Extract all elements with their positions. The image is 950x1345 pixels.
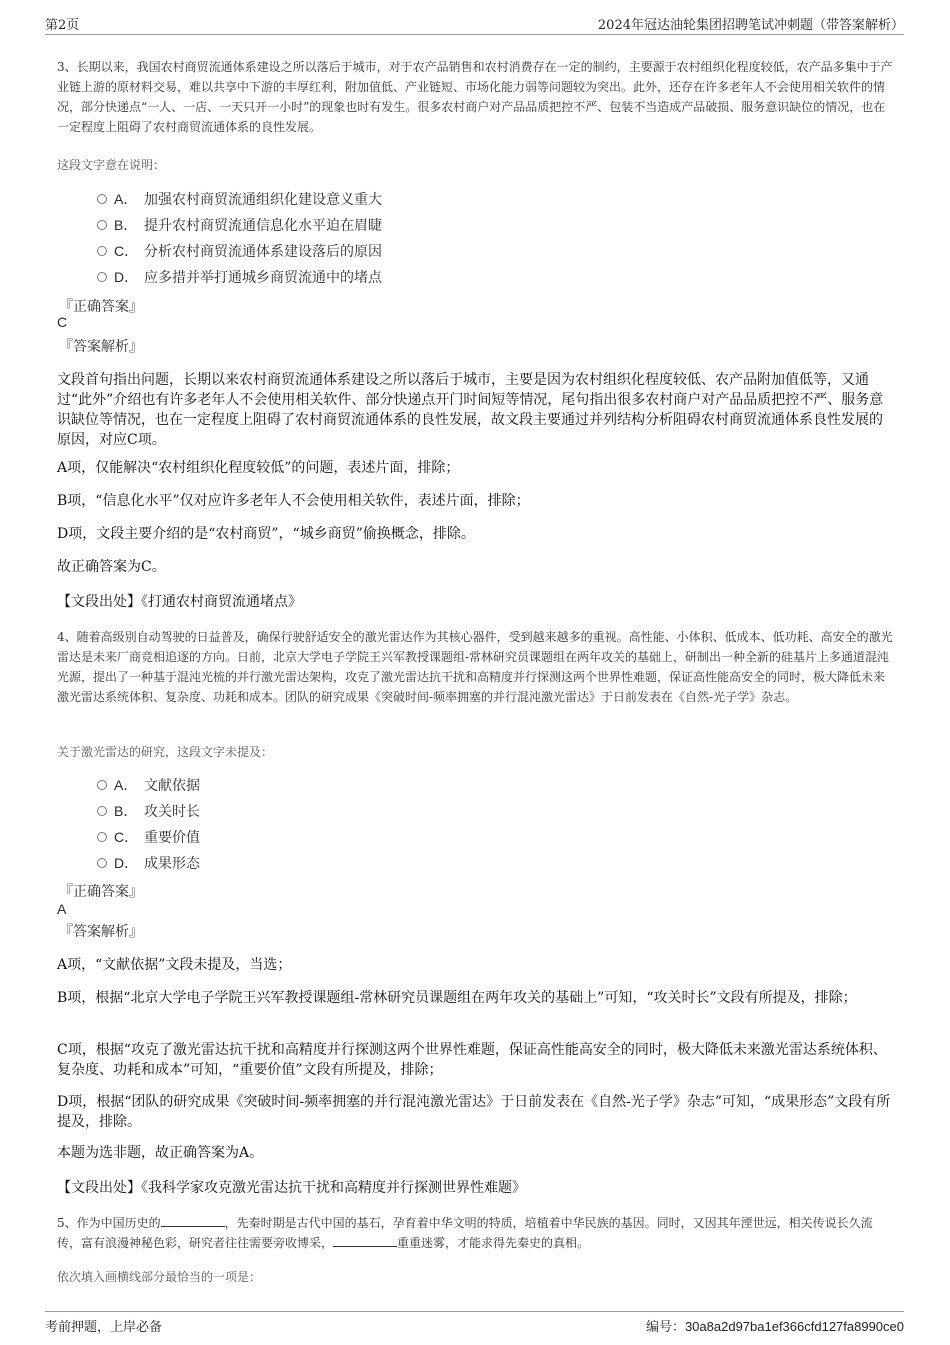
q3-analysis-a: A项，仅能解决“农村组织化程度较低”的问题，表述片面，排除； bbox=[57, 460, 460, 476]
page-footer bbox=[45, 1311, 904, 1334]
q3-source: 【文段出处】《打通农村商贸流通堵点》 bbox=[57, 594, 302, 610]
radio-icon[interactable] bbox=[97, 780, 107, 790]
q5-passage: 5、作为中国历史的 ，先秦时期是古代中国的基石，孕育着中华文明的特质，培植着中华民族的基因。同时，又因其年湮世远，相关传说长久流传，富有浪漫神秘色彩，研究者往往需要旁收博采， 重重迷雾，才能求得先秦史的真相。 bbox=[57, 1216, 873, 1250]
q4-option-a[interactable]: A． 文献依据 bbox=[97, 775, 200, 797]
radio-icon[interactable] bbox=[97, 220, 107, 230]
q3-conclusion: 故正确答案为C。 bbox=[57, 559, 166, 575]
q5-prompt: 依次填入画横线部分最恰当的一项是： bbox=[57, 1270, 262, 1284]
q4-answer: A bbox=[57, 901, 67, 917]
radio-icon[interactable] bbox=[97, 194, 107, 204]
radio-icon[interactable] bbox=[97, 272, 107, 282]
q3-analysis-main: 文段首句指出问题，长期以来农村商贸流通体系建设之所以落后于城市，主要是因为农村组织化程度较低、农产品附加值低等，又通过“此外”介绍也有许多老年人不会使用相关软件、部分快递点开门时间短等情况，尾句指出很多农村商户对产品品质把控不严、服务意识缺位等情况，也在一定程度上阻碍了农村商贸流通体系的良性发展，故文段主要通过并列结构分析阻碍农村商贸流通体系良性发展的原因，对应C项。 bbox=[57, 372, 884, 448]
document-code: 编号：30a8a2d97ba1ef366cfd127fa8990ce0 bbox=[645, 1319, 904, 1335]
q3-analysis-label: 『答案解析』 bbox=[59, 339, 143, 355]
radio-icon[interactable] bbox=[97, 832, 107, 842]
q4-option-d[interactable]: D． 成果形态 bbox=[97, 853, 200, 875]
q3-option-b[interactable]: B． 提升农村商贸流通信息化水平迫在眉睫 bbox=[97, 215, 382, 237]
q3-prompt: 这段文字意在说明： bbox=[57, 158, 166, 172]
q3-option-c[interactable]: C． 分析农村商贸流通体系建设落后的原因 bbox=[97, 241, 382, 263]
q4-option-c[interactable]: C． 重要价值 bbox=[97, 827, 200, 849]
q4-source: 【文段出处】《我科学家攻克激光雷达抗干扰和高精度并行探测世界性难题》 bbox=[57, 1180, 526, 1196]
q4-option-b[interactable]: B． 攻关时长 bbox=[97, 801, 200, 823]
q4-analysis-d: D项，根据“团队的研究成果《突破时间-频率拥塞的并行混沌激光雷达》于日前发表在《自然-光子学》杂志”可知，“成果形态”文段有所提及，排除。 bbox=[57, 1094, 891, 1130]
radio-icon[interactable] bbox=[97, 246, 107, 256]
q4-conclusion: 本题为选非题，故正确答案为A。 bbox=[57, 1145, 264, 1161]
q3-answer-label: 『正确答案』 bbox=[59, 299, 143, 315]
footer-slogan: 考前押题，上岸必备 bbox=[45, 1320, 163, 1335]
fill-blank-1[interactable] bbox=[161, 1215, 225, 1227]
radio-icon[interactable] bbox=[97, 858, 107, 868]
q3-answer: C bbox=[57, 314, 68, 330]
q4-prompt: 关于激光雷达的研究，这段文字未提及： bbox=[57, 745, 274, 759]
q3-analysis-d: D项，文段主要介绍的是“农村商贸”，“城乡商贸”偷换概念，排除。 bbox=[57, 526, 475, 542]
q3-passage: 3、长期以来，我国农村商贸流通体系建设之所以落后于城市，对于农产品销售和农村消费存在一定的制约，主要源于农村组织化程度较低，农产品多集中于产业链上游的原材料交易，难以共享中下游的丰厚红利，附加值低、产业链短、市场化能力弱等问题较为突出。此外，还存在许多老年人不会使用相关软件的情况，部分快递点“一人、一店、一天只开一小时”的现象也时有发生。很多农村商户对产品品质把控不严、包装不当造成产品破损、服务意识缺位的情况，也在一定程度上阻碍了农村商贸流通体系的良性发展。 bbox=[57, 60, 893, 134]
q4-answer-label: 『正确答案』 bbox=[59, 884, 143, 900]
q4-analysis-label: 『答案解析』 bbox=[59, 924, 143, 940]
q4-passage: 4、随着高级别自动驾驶的日益普及，确保行驶舒适安全的激光雷达作为其核心器件，受到越来越多的重视。高性能、小体积、低成本、低功耗、高安全的激光雷达是未来厂商竞相追逐的方向。日前，北京大学电子学院王兴军教授课题组-常林研究员课题组在两年攻关的基础上，研制出一种全新的硅基片上多通道混沌光源，提出了一种基于混沌光梳的并行激光雷达架构，攻克了激光雷达抗干扰和高精度并行探测这两个世界性难题，保证高性能高安全的同时，极大降低未来激光雷达系统体积、复杂度、功耗和成本。团队的研究成果《突破时间-频率拥塞的并行混沌激光雷达》于日前发表在《自然-光子学》杂志。 bbox=[57, 630, 893, 704]
fill-blank-2[interactable] bbox=[333, 1235, 397, 1247]
q3-option-a[interactable]: A． 加强农村商贸流通组织化建设意义重大 bbox=[97, 189, 382, 211]
q3-analysis-b: B项，“信息化水平”仅对应许多老年人不会使用相关软件，表述片面，排除； bbox=[57, 493, 530, 509]
radio-icon[interactable] bbox=[97, 806, 107, 816]
q4-analysis-b: B项，根据“北京大学电子学院王兴军教授课题组-常林研究员课题组在两年攻关的基础上”可知，“攻关时长”文段有所提及，排除； bbox=[57, 990, 857, 1006]
page-header bbox=[45, 14, 904, 35]
page-number: 第2页 bbox=[45, 18, 80, 33]
document-title: 2024年冠达油轮集团招聘笔试冲刺题（带答案解析） bbox=[597, 18, 904, 33]
q4-analysis-a: A项，“文献依据”文段未提及，当选； bbox=[57, 957, 292, 973]
q4-analysis-c: C项，根据“攻克了激光雷达抗干扰和高精度并行探测这两个世界性难题，保证高性能高安全的同时，极大降低未来激光雷达系统体积、复杂度、功耗和成本”可知，“重要价值”文段有所提及，排除； bbox=[57, 1042, 887, 1078]
q3-option-d[interactable]: D． 应多措并举打通城乡商贸流通中的堵点 bbox=[97, 267, 382, 289]
